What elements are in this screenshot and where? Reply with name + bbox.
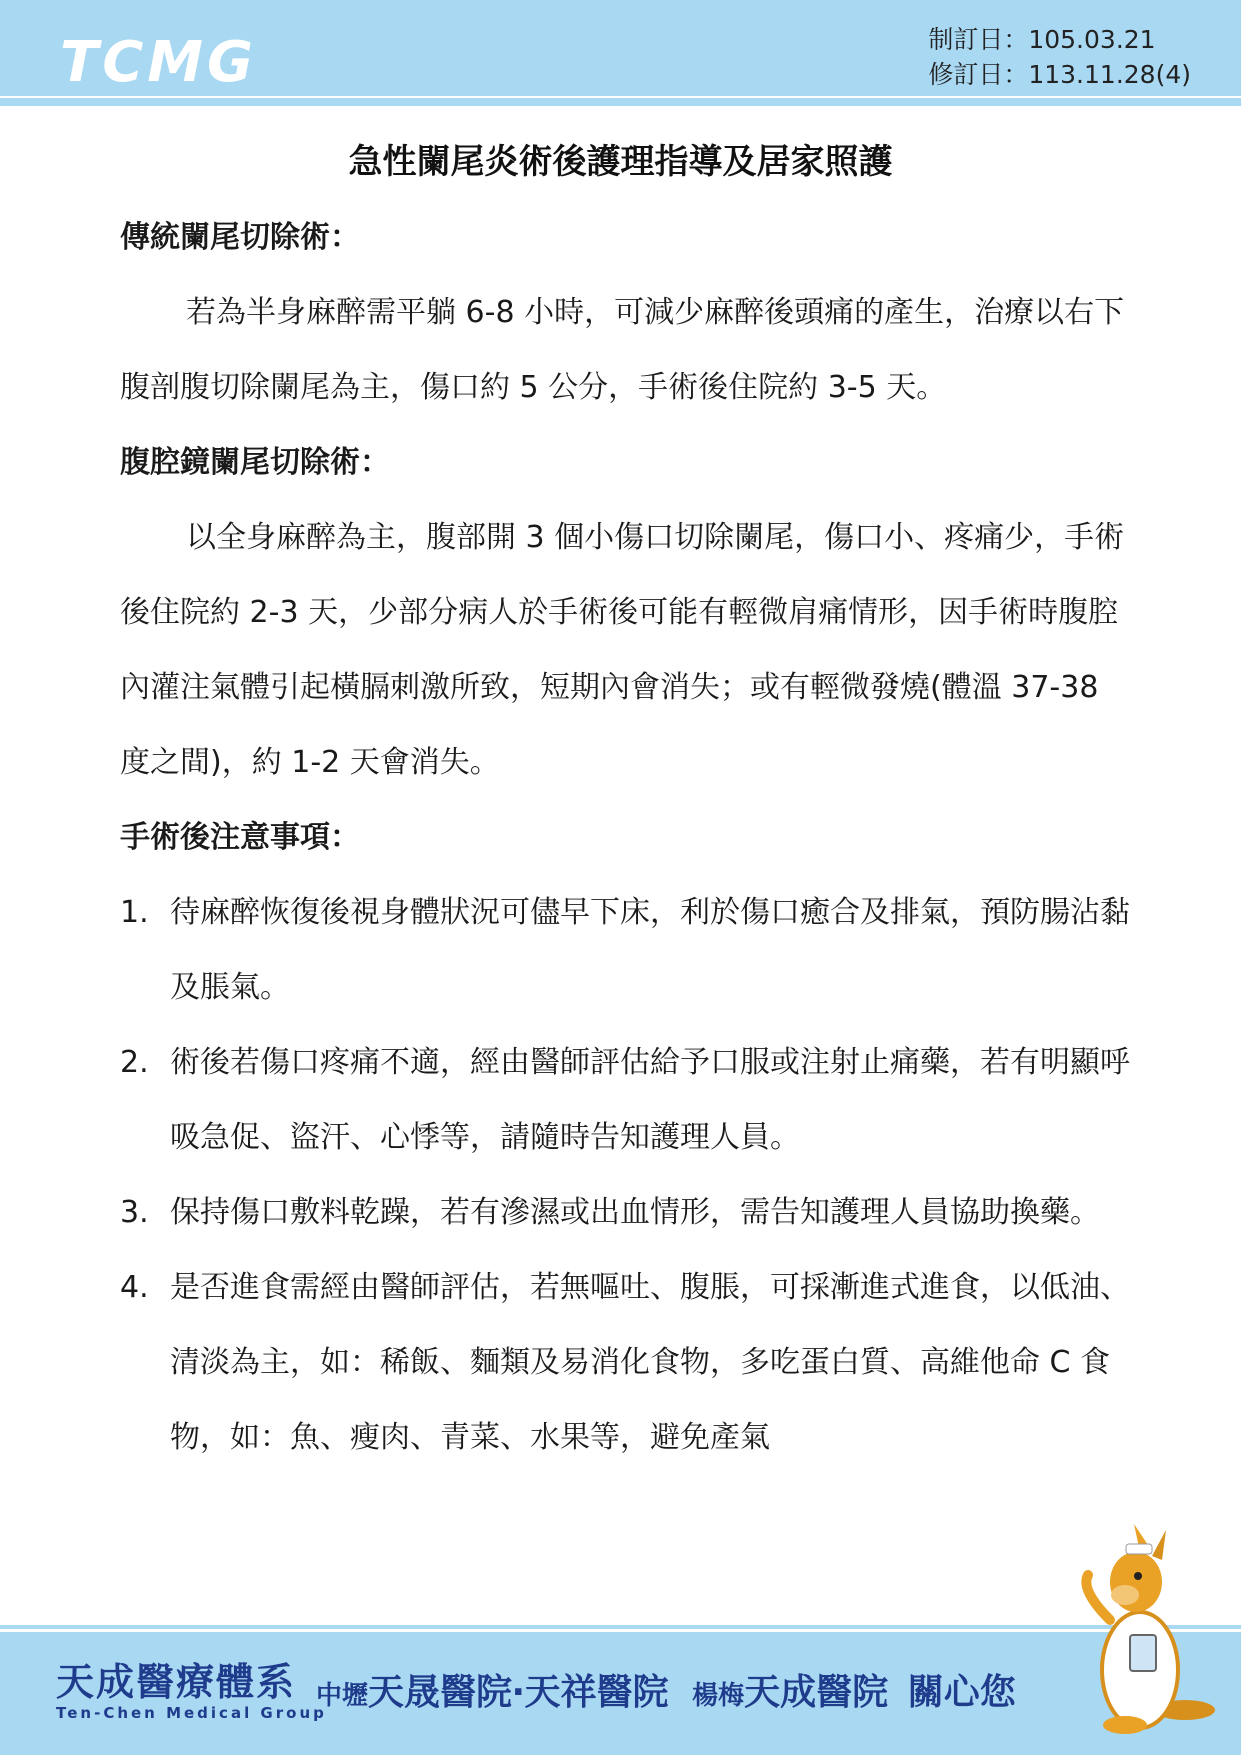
document-dates	[928, 22, 1191, 92]
traditional-heading: 傳統闌尾切除術：	[120, 220, 360, 255]
laparoscopic-heading: 腹腔鏡闌尾切除術：	[120, 445, 390, 480]
location-zhongli: 中壢	[316, 1681, 369, 1711]
item-text: 保持傷口敷料乾躁，若有滲濕或出血情形，需告知護理人員協助換藥。	[170, 1195, 1100, 1230]
item-number: 3.	[120, 1195, 149, 1230]
list-item	[120, 1250, 1130, 1475]
brand-name-cn: 天成醫療體系	[56, 1660, 297, 1704]
item-text: 術後若傷口疼痛不適，經由醫師評估給予口服或注射止痛藥，若有明顯呼吸急促、盜汗、心悸等，請隨時告知護理人員。	[170, 1045, 1130, 1155]
hospital-line	[316, 1664, 1016, 1715]
hospital-name-yangmei: 天成醫院	[744, 1672, 889, 1713]
item-text: 是否進食需經由醫師評估，若無嘔吐、腹脹，可採漸進式進食，以低油、清淡為主，如：稀飯、麵類及易消化食物，多吃蛋白質、高維他命 C 食物，如：魚、瘦肉、青菜、水果等，避免產氣	[170, 1270, 1130, 1455]
list-item	[120, 875, 1130, 1025]
document-body	[120, 200, 1130, 1475]
item-text: 待麻醉恢復後視身體狀況可儘早下床，利於傷口癒合及排氣，預防腸沾黏及脹氣。	[170, 895, 1130, 1005]
item-number: 2.	[120, 1045, 149, 1080]
item-number: 1.	[120, 895, 149, 930]
hospital-names-zhongli: 天晟醫院‧天祥醫院	[368, 1672, 669, 1713]
location-yangmei: 楊梅	[692, 1681, 745, 1711]
brand-name-en: Ten-Chen Medical Group	[56, 1704, 327, 1722]
laparoscopic-text: 以全身麻醉為主，腹部開 3 個小傷口切除闌尾，傷口小、疼痛少，手術後住院約 2-3 天，少部分病人於手術後可能有輕微肩痛情形，因手術時腹腔內灌注氣體引起橫膈刺激所致，短期內會消失；或有輕微發燒(體溫 37-38 度之間)，約 1-2 天會消失。	[120, 520, 1125, 780]
list-item	[120, 1025, 1130, 1175]
slogan: 關心您	[907, 1672, 1016, 1713]
footer-brand	[56, 1660, 327, 1722]
established-date: 制訂日：105.03.21	[928, 25, 1156, 54]
item-number: 4.	[120, 1270, 149, 1305]
list-item	[120, 1175, 1130, 1250]
notes-heading: 手術後注意事項：	[120, 820, 360, 855]
traditional-text: 若為半身麻醉需平躺 6-8 小時，可減少麻醉後頭痛的產生，治療以右下腹剖腹切除闌尾為主，傷口約 5 公分，手術後住院約 3-5 天。	[120, 295, 1125, 405]
footer-divider	[0, 1625, 1241, 1629]
revised-date: 修訂日：113.11.28(4)	[928, 60, 1191, 89]
header-divider	[0, 98, 1241, 106]
notes-list	[120, 875, 1130, 1475]
tcmg-logo: TCMG	[60, 30, 257, 95]
page-title: 急性闌尾炎術後護理指導及居家照護	[348, 142, 893, 182]
kangaroo-mascot-icon	[1070, 1520, 1220, 1754]
